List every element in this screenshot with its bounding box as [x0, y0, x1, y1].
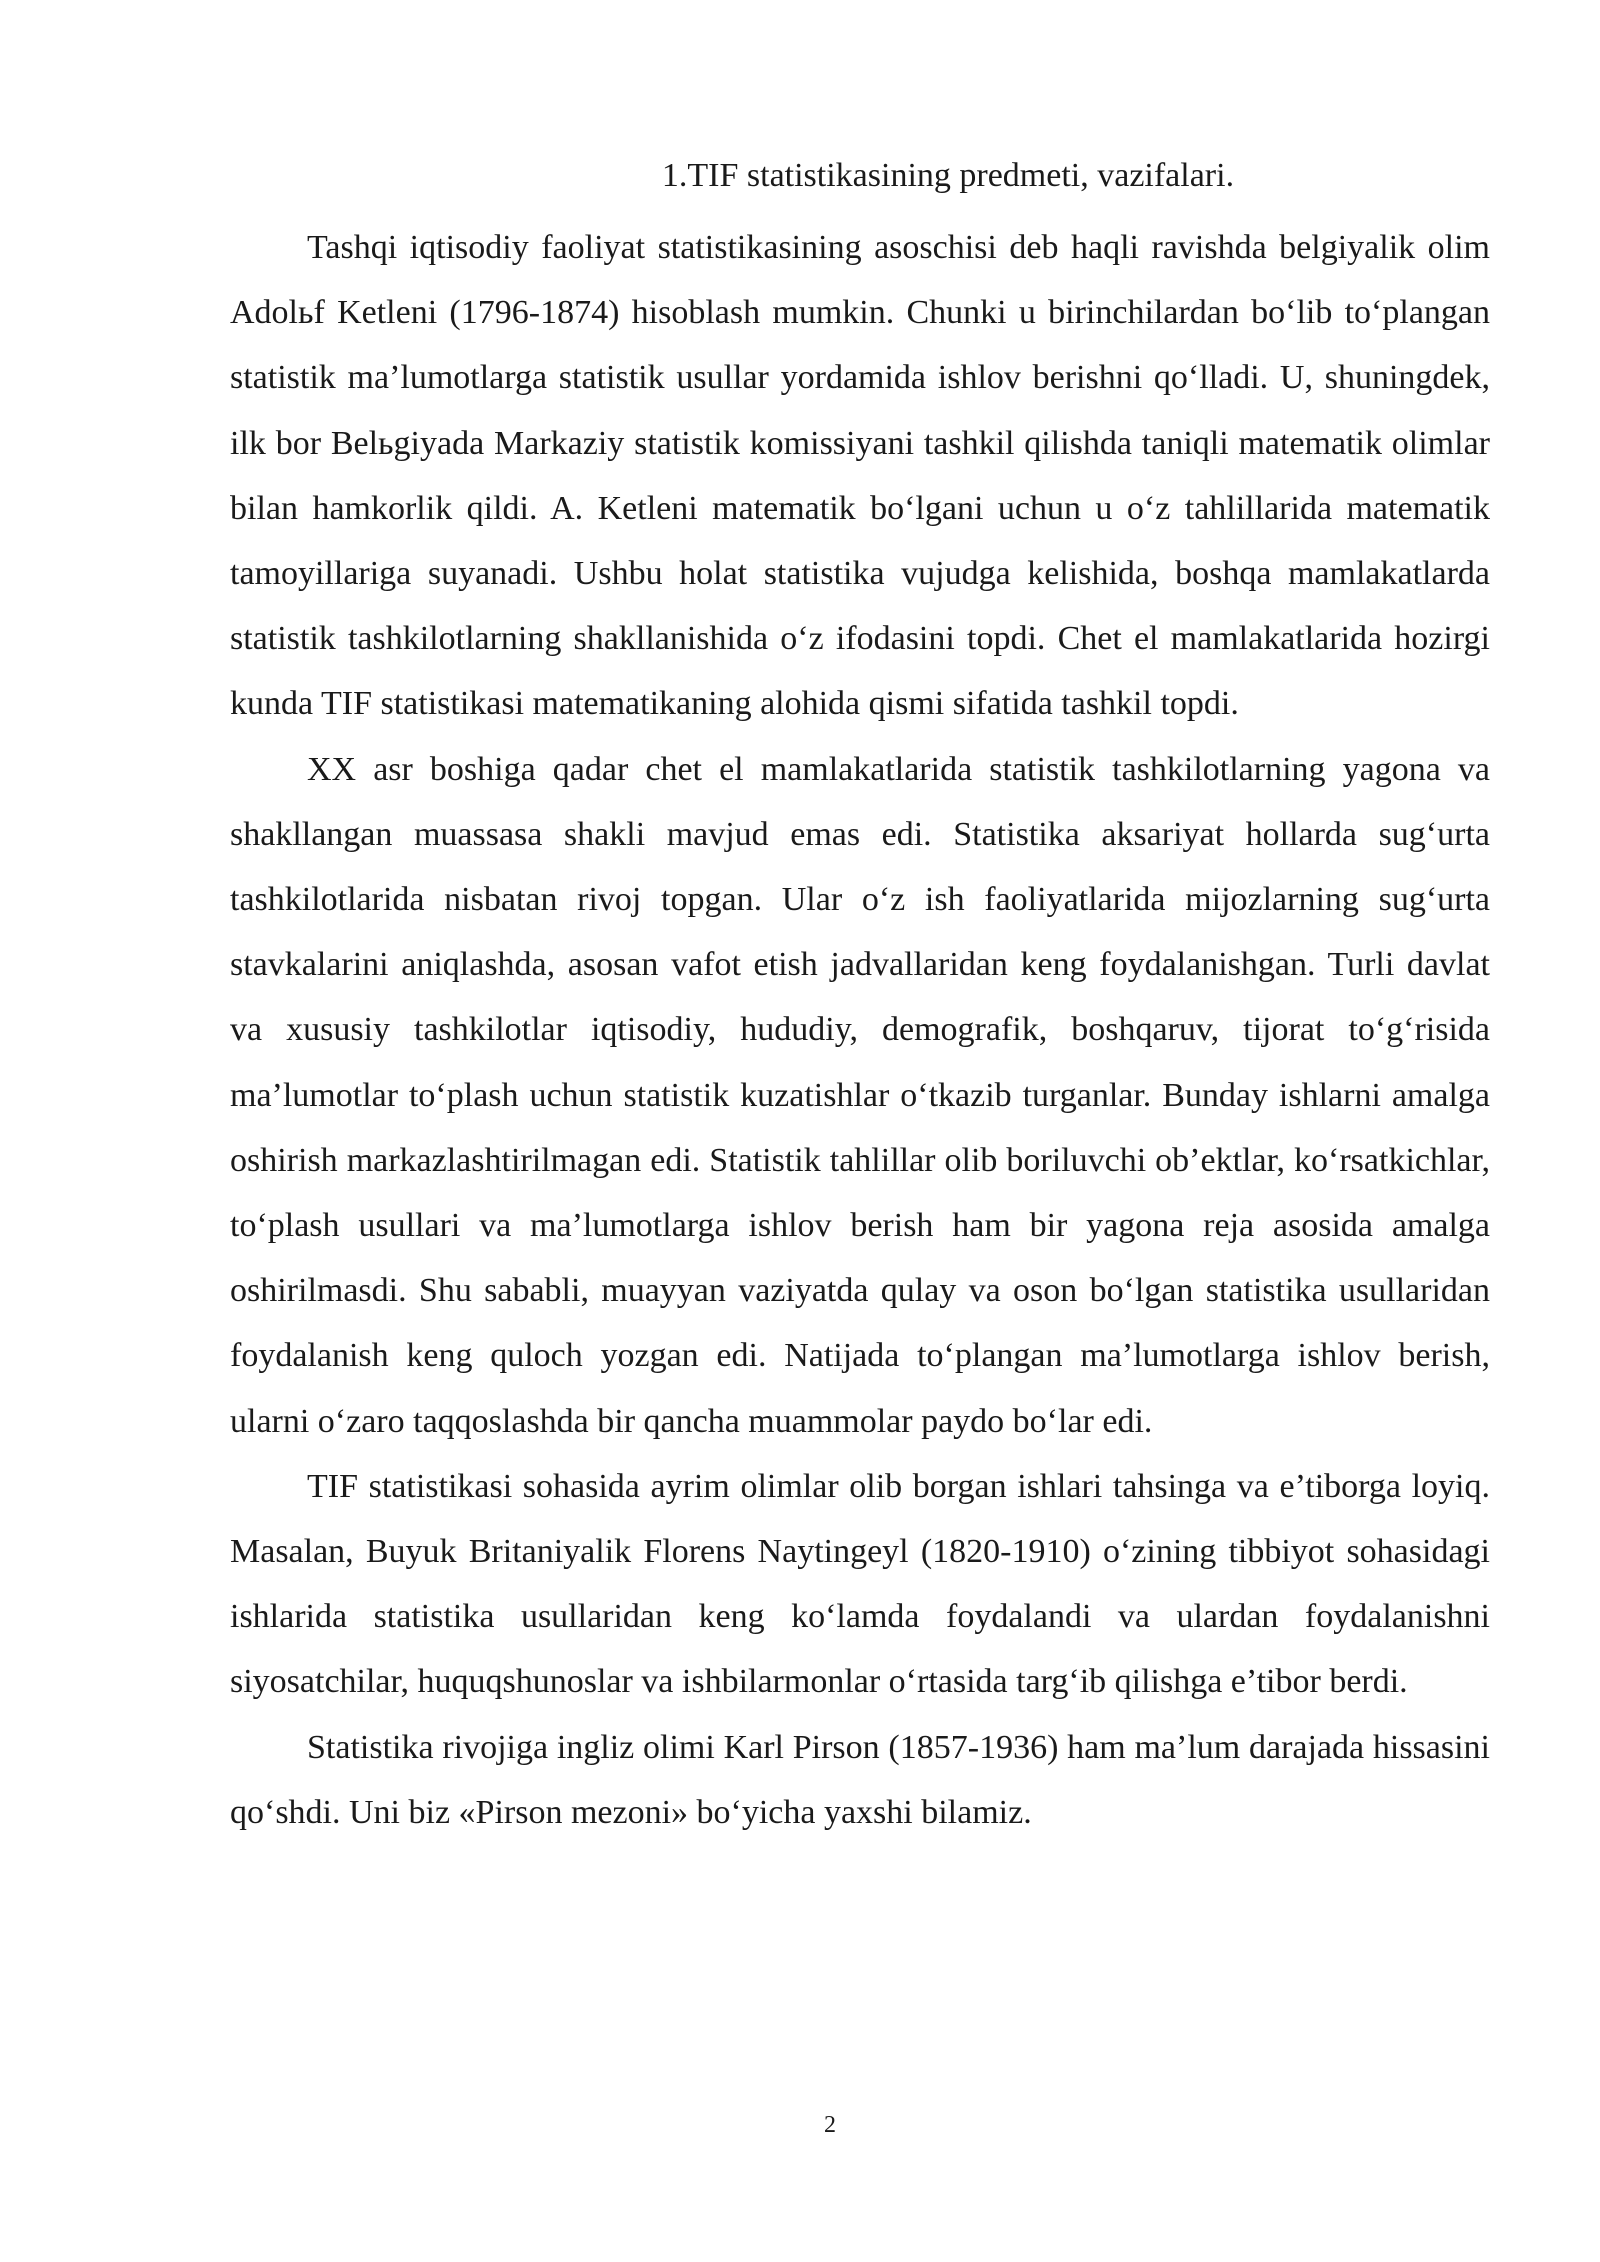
paragraph: Tashqi iqtisodiy faoliyat statistikasining asoschisi deb haqli ravishda belgiyalik olim Adolьf Ketleni (1796-1874) hisoblash mumkin. Chunki u birinchilardan bo‘lib to‘plangan statistik ma’lumotlarga statistik usullar yordamida ishlov berishni qo‘lladi. U, shuningdek, ilk bor Belьgiyada Markaziy statistik komissiyani tashkil qilishda taniqli matematik olimlar bilan hamkorlik qildi. A. Ketleni matematik bo‘lgani uchun u o‘z tahlillarida matematik tamoyillariga suyanadi. Ushbu holat statistika vujudga kelishida, boshqa mamlakatlarda statistik tashkilotlarning shakllanishida o‘z ifodasini topdi. Chet el mamlakatlarida hozirgi kunda TIF statistikasi matematikaning alohida qismi sifatida tashkil topdi.	[230, 229, 1490, 723]
paragraph: TIF statistikasi sohasida ayrim olimlar olib borgan ishlari tahsinga va e’tiborga loyiq. Masalan, Buyuk Britaniyalik Florens Naytingeyl (1820-1910) o‘zining tibbiyot sohasidagi ishlarida statistika usullaridan keng ko‘lamda foydalandi va ulardan foydalanishni siyosatchilar, huquqshunoslar va ishbilarmonlar o‘rtasida targ‘ib qilishga e’tibor berdi.	[230, 1467, 1490, 1701]
paragraph: Statistika rivojiga ingliz olimi Karl Pirson (1857-1936) ham ma’lum darajada hissasini qo‘shdi. Uni biz «Pirson mezoni» bo‘yicha yaxshi bilamiz.	[230, 1728, 1490, 1831]
page-number: 2	[824, 2112, 836, 2138]
paragraph: XX asr boshiga qadar chet el mamlakatlarida statistik tashkilotlarning yagona va shakllangan muassasa shakli mavjud emas edi. Statistika aksariyat hollarda sug‘urta tashkilotlarida nisbatan rivoj topgan. Ular o‘z ish faoliyatlarida mijozlarning sug‘urta stavkalarini aniqlashda, asosan vafot etish jadvallaridan keng foydalanishgan. Turli davlat va xususiy tashkilotlar iqtisodiy, hududiy, demografik, boshqaruv, tijorat to‘g‘risida ma’lumotlar to‘plash uchun statistik kuzatishlar o‘tkazib turganlar. Bunday ishlarni amalga oshirish markazlashtirilmagan edi. Statistik tahlillar olib boriluvchi ob’ektlar, ko‘rsatkichlar, to‘plash usullari va ma’lumotlarga ishlov berish ham bir yagona reja asosida amalga oshirilmasdi. Shu sababli, muayyan vaziyatda qulay va oson bo‘lgan statistika usullaridan foydalanish keng quloch yozgan edi. Natijada to‘plangan ma’lumotlarga ishlov berish, ularni o‘zaro taqqoslashda bir qancha muammolar paydo bo‘lar edi.	[230, 750, 1490, 1440]
section-heading: 1.TIF statistikasining predmeti, vazifalari.	[661, 157, 1235, 194]
body-text	[230, 215, 1490, 1845]
